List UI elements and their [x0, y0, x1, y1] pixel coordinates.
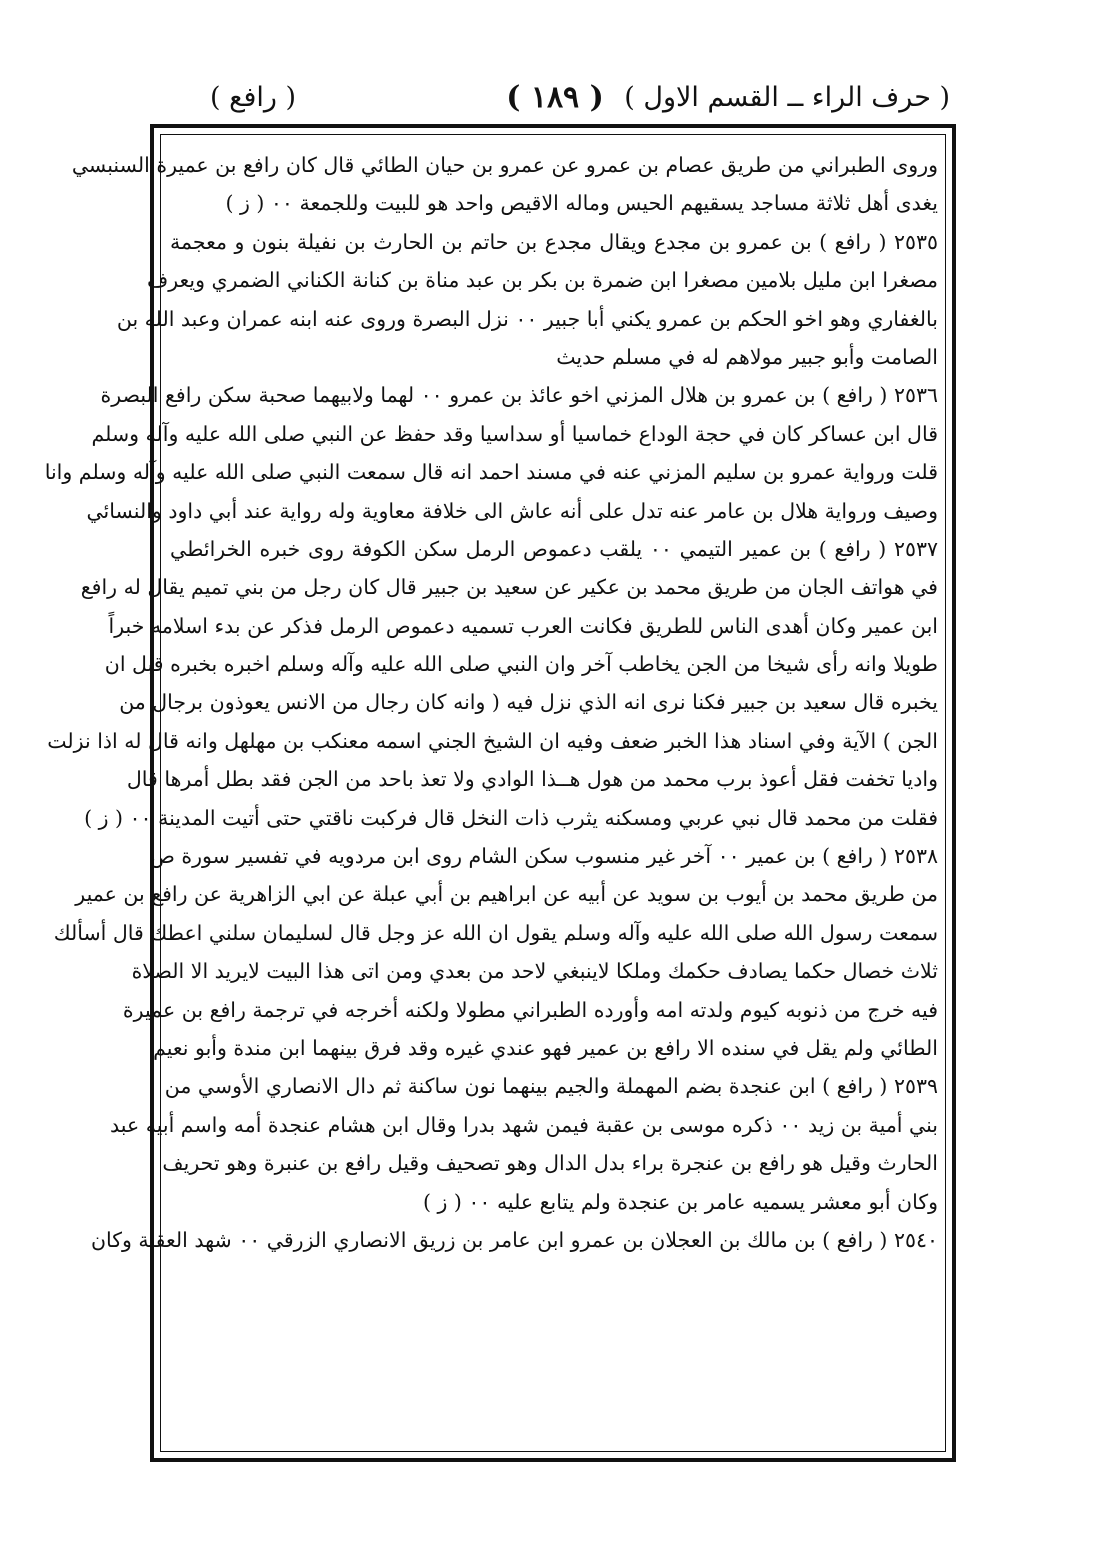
text-line: يخبره قال سعيد بن جبير فكنا نرى انه الذي نزل فيه ( وانه كان رجال من الانس يعوذون برجال من [119, 690, 938, 715]
text-body [44, 146, 939, 1259]
text-line: فقلت من محمد قال نبي عربي ومسكنه يثرب ذات النخل قال فركبت ناقتي حتى أتيت المدينة ٠٠ ( ز ) [84, 805, 938, 830]
text-line: ابن عمير وكان أهدى الناس للطريق فكانت العرب تسميه دعموص الرمل فذكر عن بدء اسلامه خبراً [108, 613, 938, 638]
text-line: سمعت رسول الله صلى الله عليه وآله وسلم يقول ان الله عز وجل قال لسليمان سلني اعطك قال أسألك [53, 920, 938, 945]
chapter-title: ( حرف الراء ــ القسم الاول ) [624, 82, 950, 113]
page-number: ( ١٨٩ ) [506, 80, 604, 115]
text-line: بالغفاري وهو اخو الحكم بن عمرو يكني أبا جبير ٠٠ نزل البصرة وروى عنه ابنه عمران وعبد الله بن [116, 306, 938, 331]
text-line: وروى الطبراني من طريق عصام بن عمرو عن عمرو بن حيان الطائي قال كان رافع بن عميرة السنبسي [71, 153, 938, 177]
entry-name-header: ( رافع ) [210, 82, 297, 113]
text-line: ٢٥٤٠ ( رافع ) بن مالك بن العجلان بن عمرو ابن عامر بن زريق الانصاري الزرقي ٠٠ شهد العقبة وكان [90, 1227, 938, 1252]
text-line: ٢٥٣٧ ( رافع ) بن عمير التيمي ٠٠ يلقب دعموص الرمل سكن الكوفة روى خبره الخرائطي [170, 536, 939, 561]
text-line: وصيف ورواية هلال بن عامر عنه تدل على أنه عاش الى خلافة معاوية وله رواية عند أبي داود والنسائي [86, 498, 938, 523]
text-line: مصغرا ابن مليل بلامين مصغرا ابن ضمرة بن بكر بن عبد مناة بن كنانة الكناني الضمري ويعرف [146, 268, 938, 293]
text-line: الصامت وأبو جبير مولاهم له في مسلم حديث [556, 344, 938, 369]
text-line: قلت ورواية عمرو بن سليم المزني عنه في مسند احمد انه قال سمعت النبي صلى الله عليه وآله وسلم وانا [44, 460, 938, 485]
text-line: بني أمية بن زيد ٠٠ ذكره موسى بن عقبة فيمن شهد بدرا وقال ابن هشام عنجدة أمه واسم أبيه عبد [110, 1112, 938, 1137]
page-header [160, 78, 950, 124]
text-line: ٢٥٣٨ ( رافع ) بن عمير ٠٠ آخر غير منسوب سكن الشام روى ابن مردويه في تفسير سورة ص [150, 844, 938, 869]
text-line: قال ابن عساكر كان في حجة الوداع خماسيا أو سداسيا وقد حفظ عن النبي صلى الله عليه وآله وسلم [91, 421, 938, 446]
text-line: ثلاث خصال حكما يصادف حكمك وملكا لاينبغي لاحد من بعدي ومن اتى هذا البيت لايريد الا الصلاة [131, 959, 938, 984]
text-line: من طريق محمد بن أيوب بن سويد عن أبيه عن ابراهيم بن أبي عبلة عن ابي الزاهرية عن رافع بن عمير [75, 882, 938, 907]
text-line: ٢٥٣٦ ( رافع ) بن عمرو بن هلال المزني اخو عائذ بن عمرو ٠٠ لهما ولابيهما صحبة سكن رافع البصرة [100, 383, 938, 408]
text-line: الطائي ولم يقل في سنده الا رافع بن عمير فهو عندي غيره وقد فرق بينهما ابن مندة وأبو نعيم [153, 1035, 938, 1060]
text-line: طويلا وانه رأى شيخا من الجن يخاطب آخر وان النبي صلى الله عليه وآله وسلم اخبره بخبره قبل ان [104, 652, 938, 677]
text-line: يغدى أهل ثلاثة مساجد يسقيهم الحيس وماله الاقيص واحد هو للبيت وللجمعة ٠٠ ( ز ) [225, 191, 938, 216]
text-line: فيه خرج من ذنوبه كيوم ولدته امه وأورده الطبراني مطولا ولكنه أخرجه في ترجمة رافع بن عميرة [122, 997, 938, 1022]
text-line: الجن ) الآية وفي اسناد هذا الخبر ضعف وفيه ان الشيخ الجني اسمه معنكب بن مهلهل وانه قال له اذا نزلت [47, 728, 938, 753]
text-line: في هواتف الجان من طريق محمد بن عكير عن سعيد بن جبير قال كان رجل من بني تميم يقال له رافع [80, 575, 938, 600]
text-line: ٢٥٣٩ ( رافع ) ابن عنجدة بضم المهملة والجيم بينهما نون ساكنة ثم دال الانصاري الأوسي من [164, 1074, 938, 1099]
text-line: واديا تخفت فقل أعوذ برب محمد من هول هــذا الوادي ولا تعذ باحد من الجن فقد بطل أمرها قال [126, 767, 938, 792]
text-line: وكان أبو معشر يسميه عامر بن عنجدة ولم يتابع عليه ٠٠ ( ز ) [422, 1189, 938, 1214]
text-line: الحارث وقيل هو رافع بن عنجرة براء بدل الدال وهو تصحيف وقيل رافع بن عنبرة وهو تحريف [162, 1151, 938, 1176]
text-line: ٢٥٣٥ ( رافع ) بن عمرو بن مجدع ويقال مجدع بن حاتم بن الحارث بن نفيلة بنون و معجمة [170, 229, 938, 254]
